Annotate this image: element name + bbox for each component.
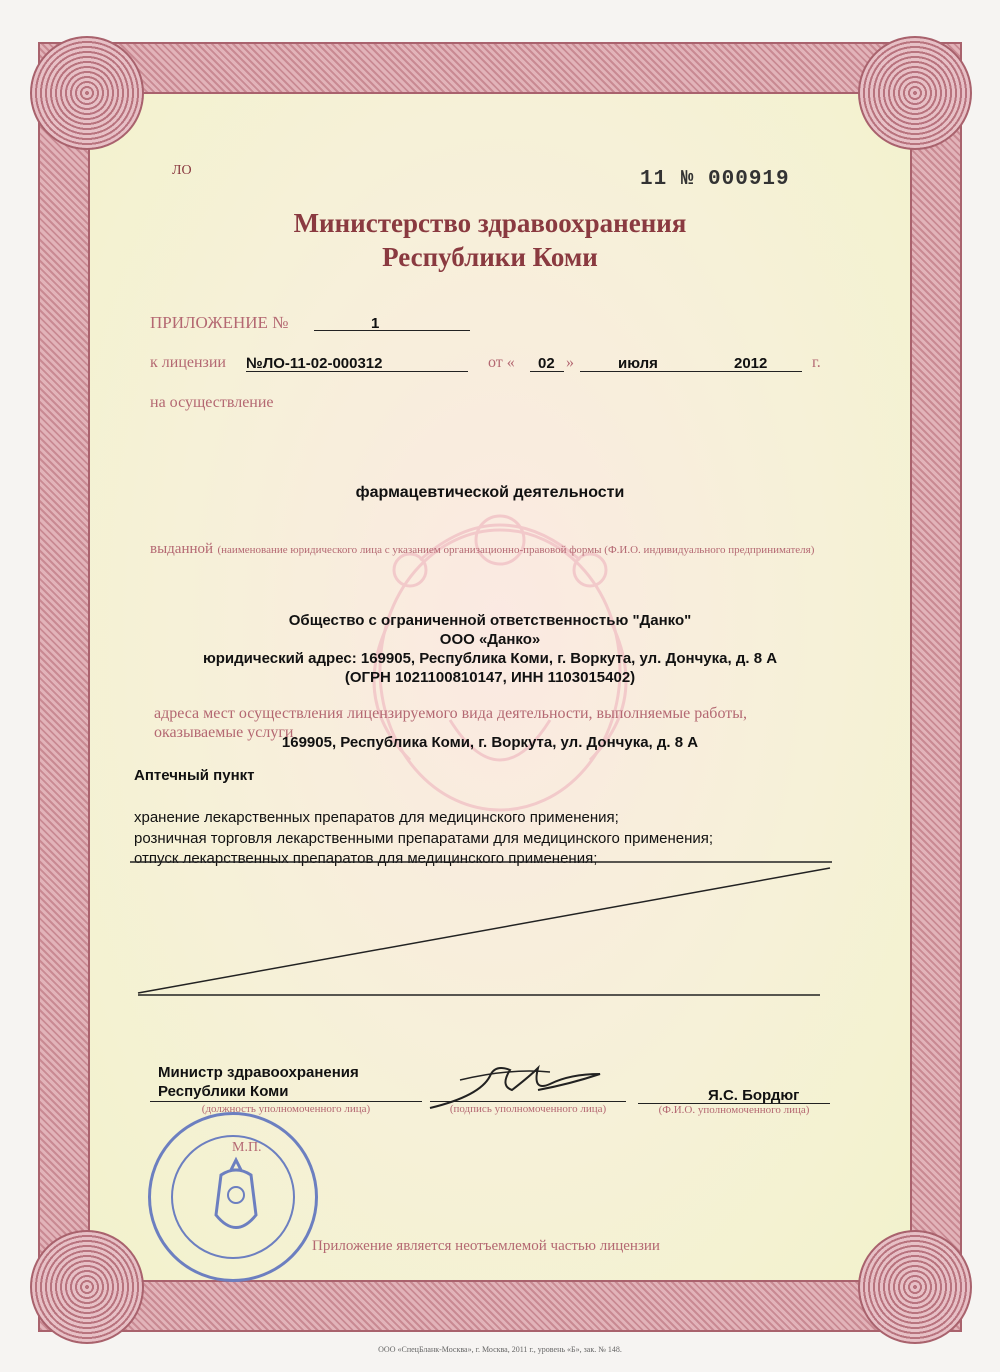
appendix-number: 1	[371, 315, 380, 332]
issued-to-block	[150, 540, 830, 559]
license-month: июля	[618, 355, 658, 372]
stamp-mark-label: М.П.	[232, 1140, 262, 1155]
signature-line	[430, 1101, 626, 1102]
corner-rosette-icon	[30, 36, 144, 150]
license-label: к лицензии	[150, 354, 226, 371]
position-line	[150, 1101, 422, 1102]
corner-rosette-icon	[858, 1230, 972, 1344]
position-hint: (должность уполномоченного лица)	[201, 1103, 371, 1115]
service-item: розничная торговля лекарственными препаратами для медицинского применения;	[134, 830, 714, 847]
license-number: №ЛО-11-02-000312	[246, 355, 383, 372]
date-close-quote: »	[566, 354, 574, 371]
issuer-title-line2: Республики Коми	[382, 242, 598, 272]
facility-type: Аптечный пункт	[134, 767, 255, 784]
official-seal-icon	[148, 1112, 318, 1282]
places-label: адреса мест осуществления лицензируемого вида деятельности, выполняемые работы, оказываемые услуги	[154, 705, 747, 741]
strike-through-lines	[120, 860, 840, 1000]
printer-imprint: ООО «СпецБланк-Москва», г. Москва, 2011 г., уровень «Б», зак. № 148.	[378, 1345, 622, 1354]
activity-type: фармацевтической деятельности	[355, 484, 625, 501]
company-full-name: Общество с ограниченной ответственностью "Данко"	[288, 612, 692, 629]
year-suffix: г.	[812, 354, 821, 371]
seal-emblem-icon	[201, 1155, 271, 1245]
issued-to-label: выданной	[150, 541, 214, 557]
appendix-integral-note: Приложение является неотъемлемой частью лицензии	[312, 1238, 660, 1254]
signer-position-line2: Республики Коми	[158, 1083, 289, 1100]
corner-rosette-icon	[30, 1230, 144, 1344]
license-year: 2012	[734, 355, 768, 372]
signer-position-line1: Министр здравоохранения	[158, 1064, 359, 1081]
company-legal-address: юридический адрес: 169905, Республика Коми, г. Воркута, ул. Дончука, д. 8 А	[202, 650, 778, 667]
service-item: отпуск лекарственных препаратов для медицинского применения;	[134, 850, 598, 867]
activity-label: на осуществление	[150, 394, 274, 411]
signer-name: Я.С. Бордюг	[708, 1087, 800, 1104]
service-item: хранение лекарственных препаратов для медицинского применения;	[134, 809, 619, 826]
issued-to-hint: (наименование юридического лица с указанием организационно-правовой формы (Ф.И.О. индивидуального предпринимателя)	[217, 544, 815, 556]
issuer-title-line1: Министерство здравоохранения	[293, 208, 687, 238]
signature-hint: (подпись уполномоченного лица)	[449, 1103, 607, 1115]
appendix-label: ПРИЛОЖЕНИЕ №	[150, 313, 289, 332]
name-hint: (Ф.И.О. уполномоченного лица)	[658, 1104, 810, 1116]
company-short-name: ООО «Данко»	[439, 631, 541, 648]
date-from-label: от «	[488, 354, 515, 371]
license-day: 02	[538, 355, 555, 372]
corner-rosette-icon	[858, 36, 972, 150]
series-prefix: ЛО	[172, 163, 192, 178]
month-year-line	[580, 371, 802, 372]
company-registration-ids: (ОГРН 1021100810147, ИНН 1103015402)	[344, 669, 636, 686]
serial-number: 11 № 000919	[640, 168, 790, 191]
activity-address: 169905, Республика Коми, г. Воркута, ул. Дончука, д. 8 А	[281, 734, 699, 751]
appendix-number-line	[314, 330, 470, 331]
